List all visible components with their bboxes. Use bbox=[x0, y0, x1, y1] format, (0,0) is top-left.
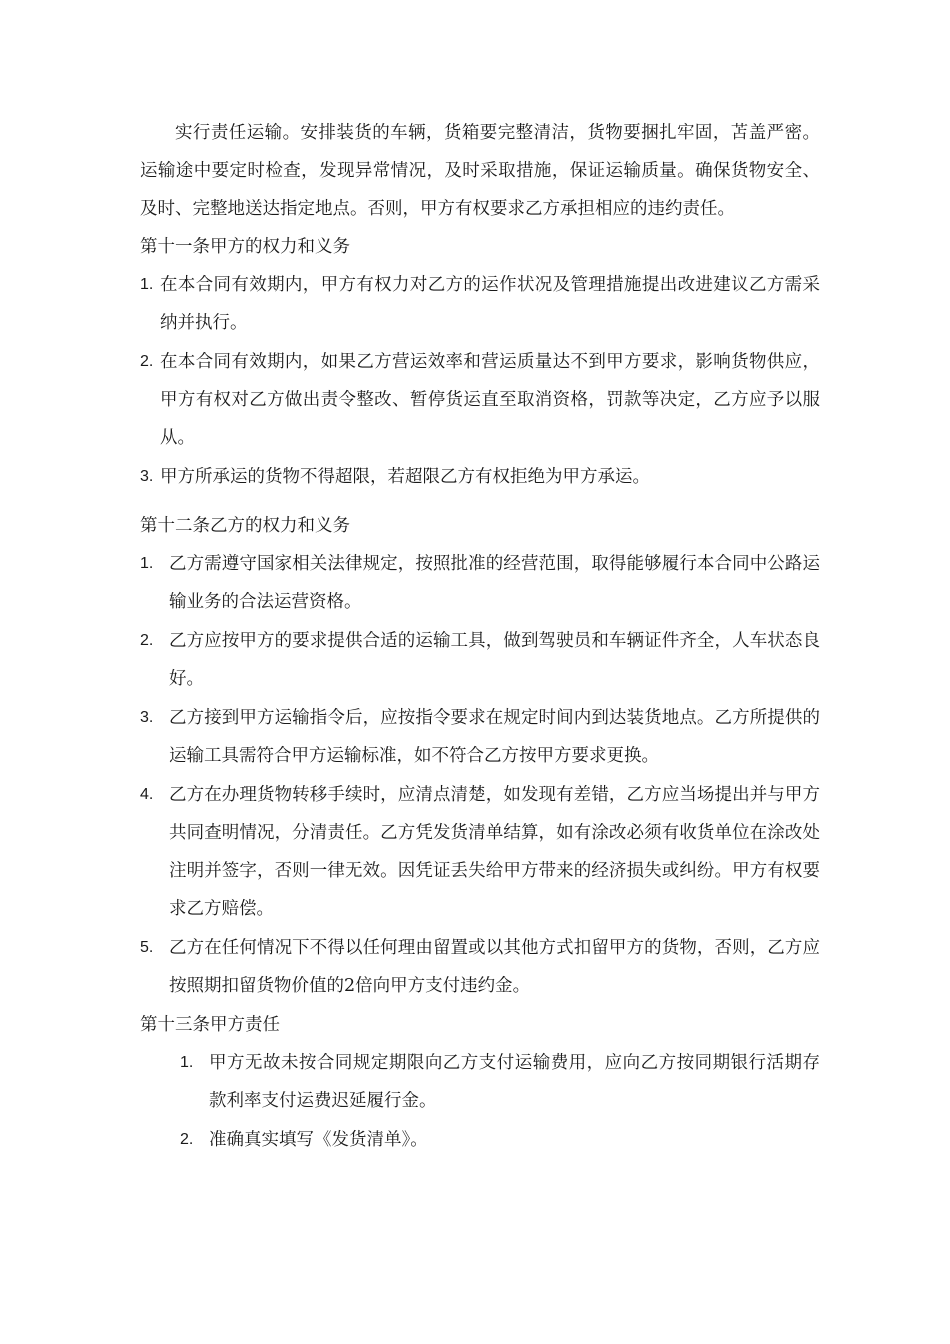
intro-paragraph: 实行责任运输。安排装货的车辆，货箱要完整清洁，货物要捆扎牢固，苫盖严密。运输途中要定时检查，发现异常情况，及时采取措施，保证运输质量。确保货物安全、及时、完整地送达指定地点。否则，甲方有权要求乙方承担相应的违约责任。 bbox=[140, 123, 820, 219]
list-item-number: 2. bbox=[140, 632, 154, 649]
list-item-text: 乙方在办理货物转移手续时，应清点清楚，如发现有差错，乙方应当场提出并与甲方共同查明情况，分清责任。乙方凭发货清单结算，如有涂改必须有收货单位在涂改处注明并签字，否则一律无效。因凭证丢失给甲方带来的经济损失或纠纷。甲方有权要求乙方赔偿。 bbox=[169, 785, 820, 919]
list-item bbox=[140, 776, 820, 928]
list-item-text: 在本合同有效期内，如果乙方营运效率和营运质量达不到甲方要求，影响货物供应，甲方有权对乙方做出责令整改、暂停货运直至取消资格，罚款等决定，乙方应予以服从。 bbox=[160, 352, 820, 448]
list-item-text: 乙方应按甲方的要求提供合适的运输工具，做到驾驶员和车辆证件齐全，人车状态良好。 bbox=[169, 631, 820, 689]
article-13-heading: 第十三条甲方责任 bbox=[140, 1015, 280, 1035]
list-item bbox=[180, 1121, 820, 1159]
list-item-text: 乙方接到甲方运输指令后，应按指令要求在规定时间内到达装货地点。乙方所提供的运输工具需符合甲方运输标准，如不符合乙方按甲方要求更换。 bbox=[169, 708, 820, 766]
list-item-number: 1. bbox=[140, 555, 154, 572]
article-11-heading: 第十一条甲方的权力和义务 bbox=[140, 237, 350, 257]
list-item-text: 乙方需遵守国家相关法律规定，按照批准的经营范围，取得能够履行本合同中公路运输业务的合法运营资格。 bbox=[169, 554, 820, 612]
list-item-number: 2. bbox=[180, 1131, 194, 1148]
list-item-number: 1. bbox=[180, 1054, 194, 1071]
list-item bbox=[140, 343, 820, 457]
list-item-number: 3. bbox=[140, 468, 154, 485]
spacer bbox=[140, 497, 820, 507]
list-item-text: 甲方无故未按合同规定期限向乙方支付运输费用，应向乙方按同期银行活期存款利率支付运费迟延履行金。 bbox=[209, 1053, 820, 1111]
article-13-list bbox=[180, 1044, 820, 1159]
list-item bbox=[140, 699, 820, 775]
list-item-number: 2. bbox=[140, 353, 154, 370]
article-12-list bbox=[140, 545, 820, 1005]
list-item-number: 4. bbox=[140, 786, 154, 803]
document-page bbox=[140, 114, 820, 1160]
list-item bbox=[140, 929, 820, 1005]
list-item bbox=[180, 1044, 820, 1120]
list-item-number: 5. bbox=[140, 939, 154, 956]
list-item-text: 甲方所承运的货物不得超限，若超限乙方有权拒绝为甲方承运。 bbox=[160, 467, 650, 487]
list-item-text: 准确真实填写《发货清单》。 bbox=[209, 1130, 428, 1150]
list-item bbox=[140, 622, 820, 698]
list-item-text: 乙方在任何情况下不得以任何理由留置或以其他方式扣留甲方的货物，否则，乙方应按照期扣留货物价值的2倍向甲方支付违约金。 bbox=[169, 938, 820, 996]
list-item-number: 1. bbox=[140, 276, 154, 293]
list-item-number: 3. bbox=[140, 709, 154, 726]
article-12-heading: 第十二条乙方的权力和义务 bbox=[140, 516, 350, 536]
list-item bbox=[140, 458, 820, 496]
list-item bbox=[140, 266, 820, 342]
list-item-text: 在本合同有效期内，甲方有权力对乙方的运作状况及管理措施提出改进建议乙方需采纳并执行。 bbox=[160, 275, 820, 333]
article-11-list bbox=[140, 266, 820, 496]
list-item bbox=[140, 545, 820, 621]
